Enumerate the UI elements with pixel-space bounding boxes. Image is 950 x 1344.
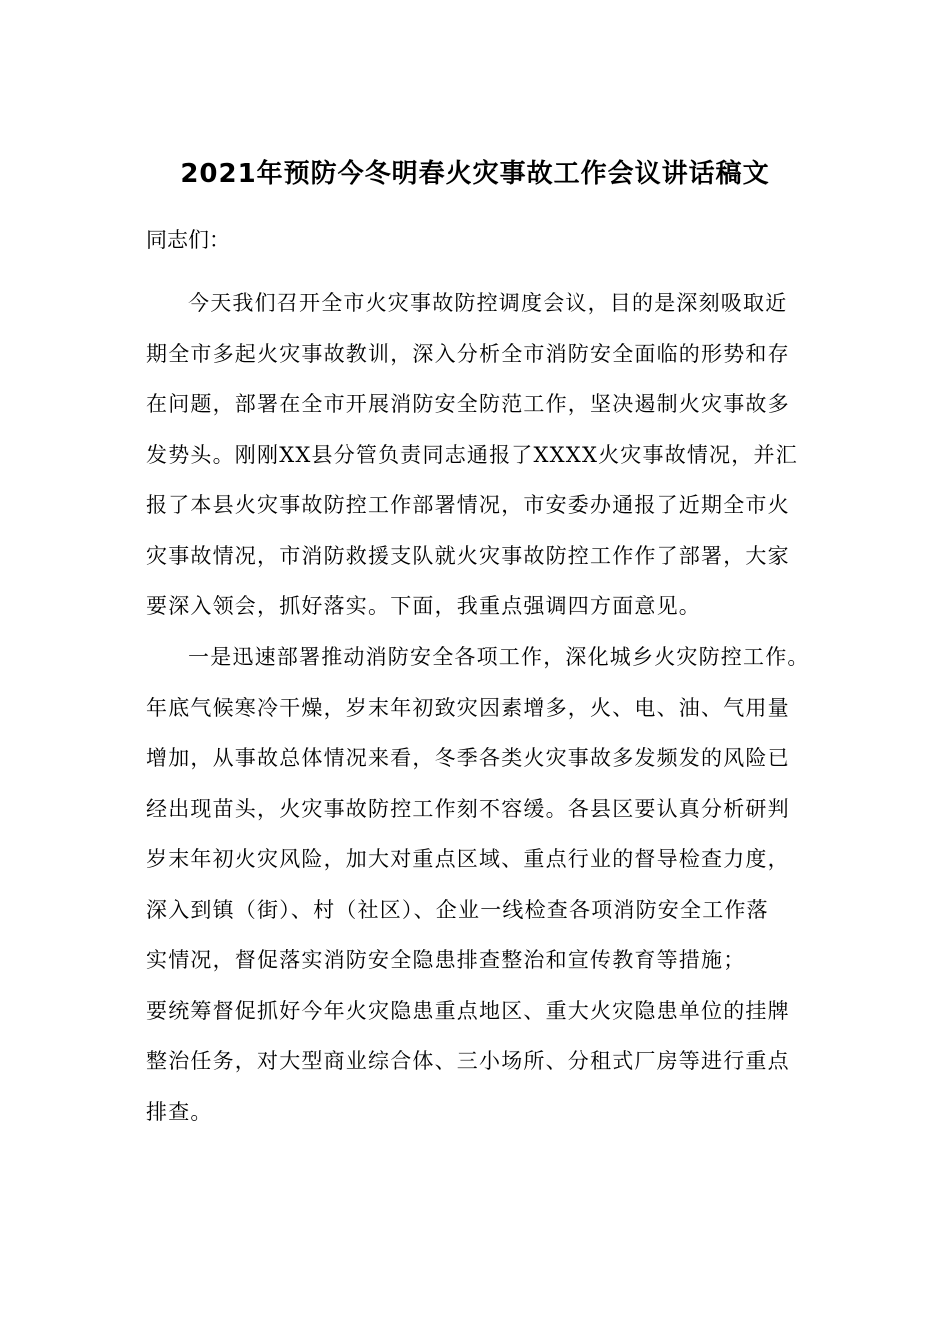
paragraph-line: 年底气候寒冷干燥，岁末年初致灾因素增多，火、电、油、气用量	[146, 695, 790, 720]
paragraph-line: 整治任务，对大型商业综合体、三小场所、分租式厂房等进行重点	[146, 1049, 790, 1073]
document-title: 2021年预防今冬明春火灾事故工作会议讲话稿文	[180, 159, 770, 189]
paragraph-line: 灾事故情况，市消防救援支队就火灾事故防控工作作了部署，大家	[146, 543, 790, 568]
paragraph-line: 今天我们召开全市火灾事故防控调度会议，目的是深刻吸取近	[188, 291, 788, 315]
paragraph-line: 排查。	[146, 1099, 213, 1124]
paragraph-line: 岁末年初火灾风险，加大对重点区域、重点行业的督导检查力度，	[146, 847, 790, 871]
paragraph-line: 要统筹督促抓好今年火灾隐患重点地区、重大火灾隐患单位的挂牌	[146, 998, 790, 1023]
paragraph-line: 在问题，部署在全市开展消防安全防范工作，坚决遏制火灾事故多	[146, 392, 790, 416]
paragraph-line: 一是迅速部署推动消防安全各项工作，深化城乡火灾防控工作。	[188, 645, 810, 669]
paragraph-opening	[146, 278, 806, 632]
salutation: 同志们：	[146, 228, 230, 252]
paragraph-line: 经出现苗头，火灾事故防控工作刻不容缓。各县区要认真分析研判	[146, 796, 790, 821]
paragraph-line: 实情况，督促落实消防安全隐患排查整治和宣传教育等措施；	[146, 948, 746, 972]
paragraph-line: 期全市多起火灾事故教训，深入分析全市消防安全面临的形势和存	[146, 341, 790, 366]
paragraph-line: 要深入领会，抓好落实。下面，我重点强调四方面意见。	[146, 594, 701, 618]
paragraph-line: 增加，从事故总体情况来看，冬季各类火灾事故多发频发的风险已	[146, 746, 790, 770]
paragraph-line: 深入到镇（街）、村（社区）、企业一线检查各项消防安全工作落	[146, 897, 769, 922]
paragraph-line: 报了本县火灾事故防控工作部署情况，市安委办通报了近期全市火	[146, 493, 790, 517]
paragraph-point-one	[146, 632, 810, 1137]
paragraph-line: 发势头。刚刚XX县分管负责同志通报了XXXX火灾事故情况，并汇	[146, 442, 798, 467]
